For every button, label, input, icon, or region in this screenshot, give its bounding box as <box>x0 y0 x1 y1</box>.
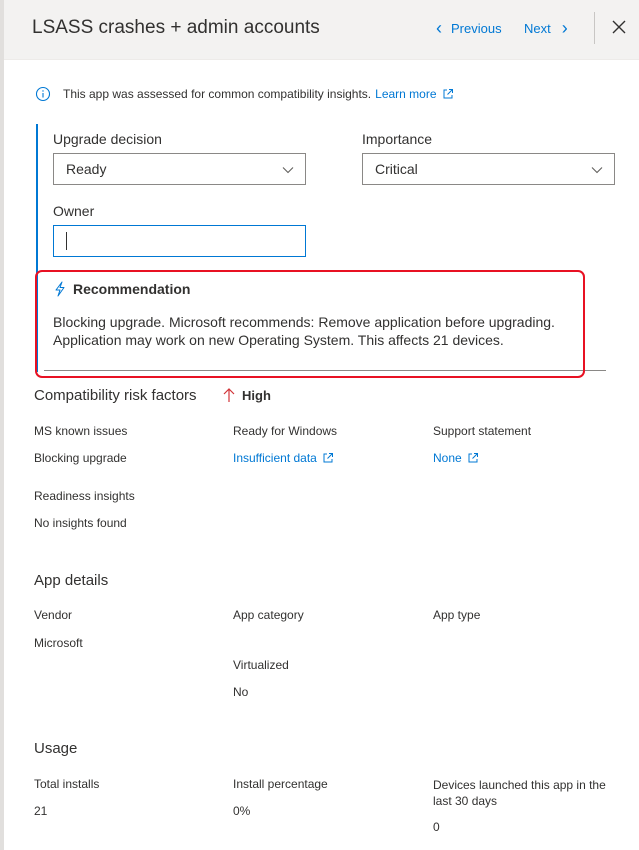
learn-more-link[interactable] <box>375 87 453 101</box>
upgrade-decision-label: Upgrade decision <box>53 131 162 147</box>
importance-label: Importance <box>362 131 433 147</box>
ms-known-issues-label: MS known issues <box>34 424 128 438</box>
left-panel-edge <box>0 0 4 850</box>
chevron-down-icon <box>281 163 295 177</box>
recommendation-text: Blocking upgrade. Microsoft recommends: Remove application before upgrading. Application may work on new Operating System. This affects 21 devices. <box>53 314 555 348</box>
importance-value: Critical <box>375 161 418 177</box>
external-link-icon <box>322 452 334 464</box>
text-cursor <box>66 232 67 250</box>
ready-for-windows-value: Insufficient data <box>233 451 317 465</box>
upgrade-decision-value: Ready <box>66 161 107 177</box>
support-statement-link[interactable] <box>433 451 479 465</box>
page-title: LSASS crashes + admin accounts <box>32 17 320 38</box>
arrow-up-icon <box>222 387 236 403</box>
readiness-insights-value: No insights found <box>34 516 127 530</box>
app-category-label: App category <box>233 608 304 622</box>
recommendation-heading <box>53 281 190 297</box>
ms-known-issues-value: Blocking upgrade <box>34 451 127 465</box>
importance-dropdown[interactable] <box>362 153 615 185</box>
ready-for-windows-label: Ready for Windows <box>233 424 338 438</box>
external-link-icon <box>442 88 454 100</box>
risk-level-value: High <box>242 387 271 403</box>
info-text: This app was assessed for common compatibility insights. <box>63 87 372 101</box>
vendor-label: Vendor <box>34 608 73 622</box>
install-percentage-label: Install percentage <box>233 777 328 791</box>
panel-header <box>4 0 639 60</box>
recommendation-title: Recommendation <box>73 281 191 297</box>
learn-more-label: Learn more <box>375 87 437 101</box>
next-button[interactable] <box>524 19 568 37</box>
devices-launched-label: Devices launched this app in the last 30 days <box>433 778 606 808</box>
lightning-icon <box>53 281 67 297</box>
owner-input[interactable] <box>53 225 306 257</box>
virtualized-label: Virtualized <box>233 658 289 672</box>
support-statement-value: None <box>433 451 462 465</box>
previous-button[interactable] <box>436 19 502 37</box>
previous-label: Previous <box>451 20 502 36</box>
install-percentage-value: 0% <box>233 804 251 818</box>
chevron-down-icon <box>590 163 604 177</box>
owner-label: Owner <box>53 203 95 219</box>
vendor-value: Microsoft <box>34 636 83 650</box>
total-installs-label: Total installs <box>34 777 100 791</box>
external-link-icon <box>467 452 479 464</box>
chevron-left-icon: ‹ <box>436 18 442 38</box>
risk-factors-title: Compatibility risk factors <box>34 387 197 404</box>
header-divider <box>594 12 595 44</box>
chevron-right-icon: › <box>561 18 568 38</box>
info-icon <box>35 86 51 102</box>
close-icon[interactable] <box>608 16 630 38</box>
assessment-info <box>35 86 454 102</box>
app-type-label: App type <box>433 608 481 622</box>
risk-level <box>222 387 271 403</box>
virtualized-value: No <box>233 685 249 699</box>
readiness-insights-label: Readiness insights <box>34 489 135 503</box>
support-statement-label: Support statement <box>433 424 532 438</box>
usage-title: Usage <box>34 740 78 757</box>
total-installs-value: 21 <box>34 804 48 818</box>
ready-for-windows-link[interactable] <box>233 451 334 465</box>
next-label: Next <box>524 20 551 36</box>
app-details-title: App details <box>34 572 109 589</box>
devices-launched-value: 0 <box>433 820 440 834</box>
upgrade-decision-dropdown[interactable] <box>53 153 306 185</box>
